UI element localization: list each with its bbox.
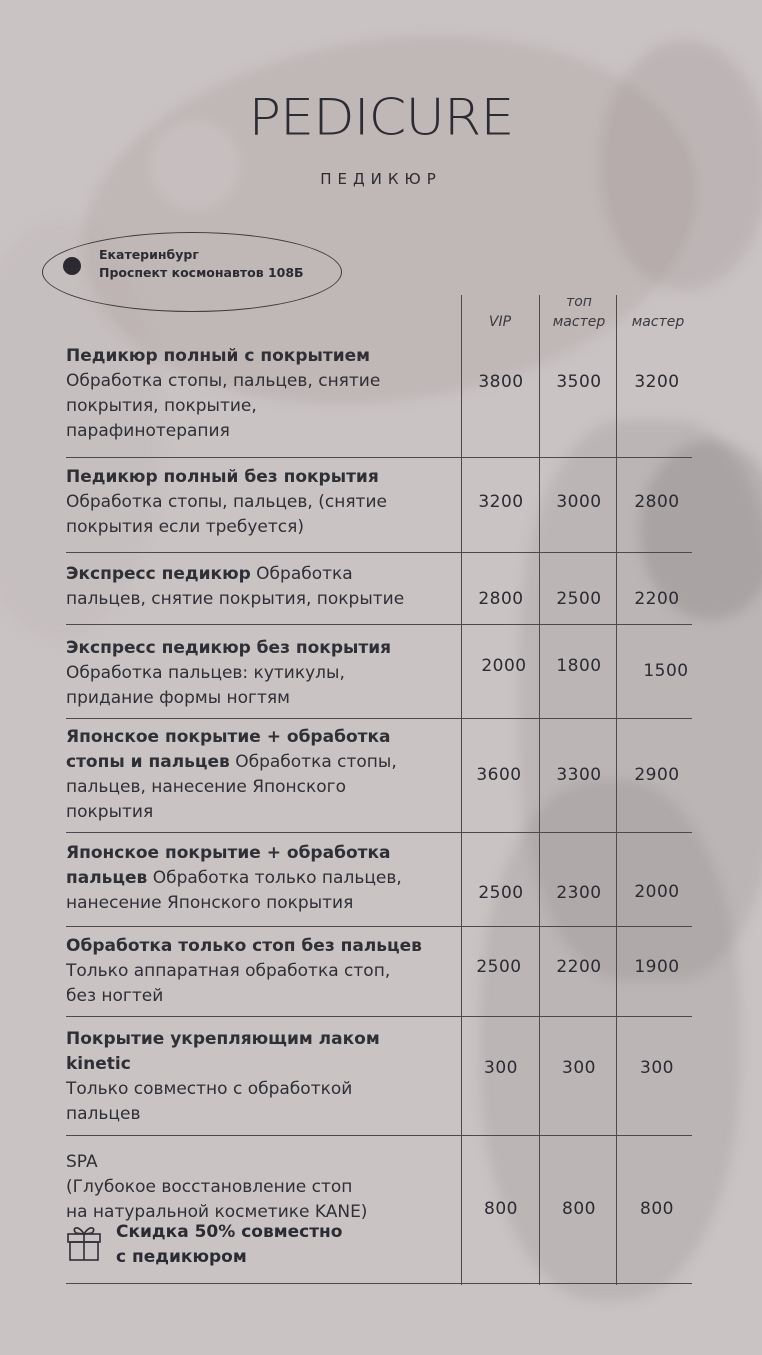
service-row-1 bbox=[66, 344, 451, 444]
service-row-8 bbox=[66, 1027, 451, 1127]
price-master: 2200 bbox=[634, 589, 680, 609]
service-description: Обработка bbox=[256, 564, 353, 584]
background-shape bbox=[600, 40, 762, 290]
service-description: покрытия, покрытие, bbox=[66, 396, 257, 416]
service-name: стопы и пальцев bbox=[66, 752, 230, 772]
service-description: Обработка стопы, bbox=[235, 752, 397, 772]
service-name: Японское покрытие + обработка bbox=[66, 727, 391, 747]
service-description: пальцев bbox=[66, 1104, 141, 1124]
price-top: 2300 bbox=[556, 883, 602, 903]
service-description: придание формы ногтям bbox=[66, 688, 290, 708]
price-master: 3200 bbox=[634, 372, 680, 392]
service-name: Обработка только стоп без пальцев bbox=[66, 936, 422, 956]
service-name: Педикюр полный без покрытия bbox=[66, 467, 379, 487]
price-top: 300 bbox=[562, 1058, 596, 1078]
service-description: без ногтей bbox=[66, 986, 164, 1006]
price-master: 2900 bbox=[634, 765, 680, 785]
location-dot-icon bbox=[63, 257, 81, 275]
service-name: Покрытие укрепляющим лаком bbox=[66, 1029, 380, 1049]
service-name: пальцев bbox=[66, 868, 148, 888]
service-description: покрытия если требуется) bbox=[66, 517, 304, 537]
price-vip: 3200 bbox=[478, 492, 524, 512]
column-header-master: мастер bbox=[631, 314, 685, 330]
service-description: Обработка пальцев: кутикулы, bbox=[66, 663, 345, 683]
row-divider bbox=[66, 552, 692, 553]
service-description: парафинотерапия bbox=[66, 421, 230, 441]
service-row-7 bbox=[66, 934, 451, 1009]
column-divider bbox=[616, 295, 617, 1285]
address-city: Екатеринбург bbox=[99, 247, 199, 262]
address-badge bbox=[42, 232, 342, 312]
price-top: 800 bbox=[562, 1199, 596, 1219]
price-top: 1800 bbox=[556, 656, 602, 676]
service-name: Экспресс педикюр без покрытия bbox=[66, 638, 392, 658]
price-vip: 800 bbox=[484, 1199, 518, 1219]
service-description: покрытия bbox=[66, 802, 154, 822]
row-divider bbox=[66, 832, 692, 833]
price-master: 300 bbox=[640, 1058, 674, 1078]
row-divider bbox=[66, 1135, 692, 1136]
service-description: Обработка только пальцев, bbox=[152, 868, 402, 888]
price-vip: 2500 bbox=[478, 883, 524, 903]
price-top: 3300 bbox=[556, 765, 602, 785]
price-vip: 2000 bbox=[481, 656, 527, 676]
spa-promo bbox=[66, 1222, 426, 1272]
column-divider bbox=[539, 295, 540, 1285]
price-master: 800 bbox=[640, 1199, 674, 1219]
service-row-5 bbox=[66, 725, 451, 825]
service-description: пальцев, нанесение Японского bbox=[66, 777, 347, 797]
price-master: 1500 bbox=[643, 661, 689, 681]
service-description: (Глубокое восстановление стоп bbox=[66, 1177, 353, 1197]
row-divider bbox=[66, 1016, 692, 1017]
page-title: PEDICURE bbox=[248, 88, 514, 147]
service-description: Обработка стопы, пальцев, (снятие bbox=[66, 492, 387, 512]
price-vip: 300 bbox=[484, 1058, 518, 1078]
page-subtitle: ПЕДИКЮР bbox=[320, 170, 442, 188]
service-description: пальцев, снятие покрытия, покрытие bbox=[66, 589, 405, 609]
row-divider bbox=[66, 457, 692, 458]
service-row-4 bbox=[66, 636, 451, 711]
gift-icon bbox=[66, 1222, 102, 1262]
column-header-top-line1: топ bbox=[566, 294, 592, 310]
service-name: Экспресс педикюр bbox=[66, 564, 251, 584]
column-header-vip: VIP bbox=[488, 314, 512, 330]
service-row-9 bbox=[66, 1150, 451, 1225]
row-divider bbox=[66, 1283, 692, 1284]
service-name: kinetic bbox=[66, 1054, 131, 1074]
service-name: Японское покрытие + обработка bbox=[66, 843, 391, 863]
service-description: Только аппаратная обработка стоп, bbox=[66, 961, 391, 981]
price-top: 3500 bbox=[556, 372, 602, 392]
promo-text: Скидка 50% совместно bbox=[116, 1222, 343, 1242]
price-top: 3000 bbox=[556, 492, 602, 512]
price-vip: 3800 bbox=[478, 372, 524, 392]
column-header-top-line2: мастер bbox=[552, 314, 606, 330]
price-top: 2500 bbox=[556, 589, 602, 609]
price-master: 2800 bbox=[634, 492, 680, 512]
service-row-2 bbox=[66, 465, 451, 540]
service-row-3 bbox=[66, 562, 451, 612]
service-description: нанесение Японского покрытия bbox=[66, 893, 354, 913]
promo-text: с педикюром bbox=[116, 1247, 247, 1267]
row-divider bbox=[66, 718, 692, 719]
column-divider bbox=[461, 295, 462, 1285]
price-master: 2000 bbox=[634, 882, 680, 902]
price-vip: 2500 bbox=[476, 957, 522, 977]
background-shape bbox=[480, 780, 740, 1300]
service-name: SPA bbox=[66, 1152, 98, 1172]
service-description: на натуральной косметике KANE) bbox=[66, 1202, 368, 1222]
row-divider bbox=[66, 624, 692, 625]
price-vip: 3600 bbox=[476, 765, 522, 785]
price-top: 2200 bbox=[556, 957, 602, 977]
price-master: 1900 bbox=[634, 957, 680, 977]
service-name: Педикюр полный с покрытием bbox=[66, 346, 371, 366]
service-row-6 bbox=[66, 841, 451, 916]
service-description: Только совместно с обработкой bbox=[66, 1079, 353, 1099]
price-vip: 2800 bbox=[478, 589, 524, 609]
address-street: Проспект космонавтов 108Б bbox=[99, 265, 304, 280]
service-description: Обработка стопы, пальцев, снятие bbox=[66, 371, 381, 391]
row-divider bbox=[66, 926, 692, 927]
